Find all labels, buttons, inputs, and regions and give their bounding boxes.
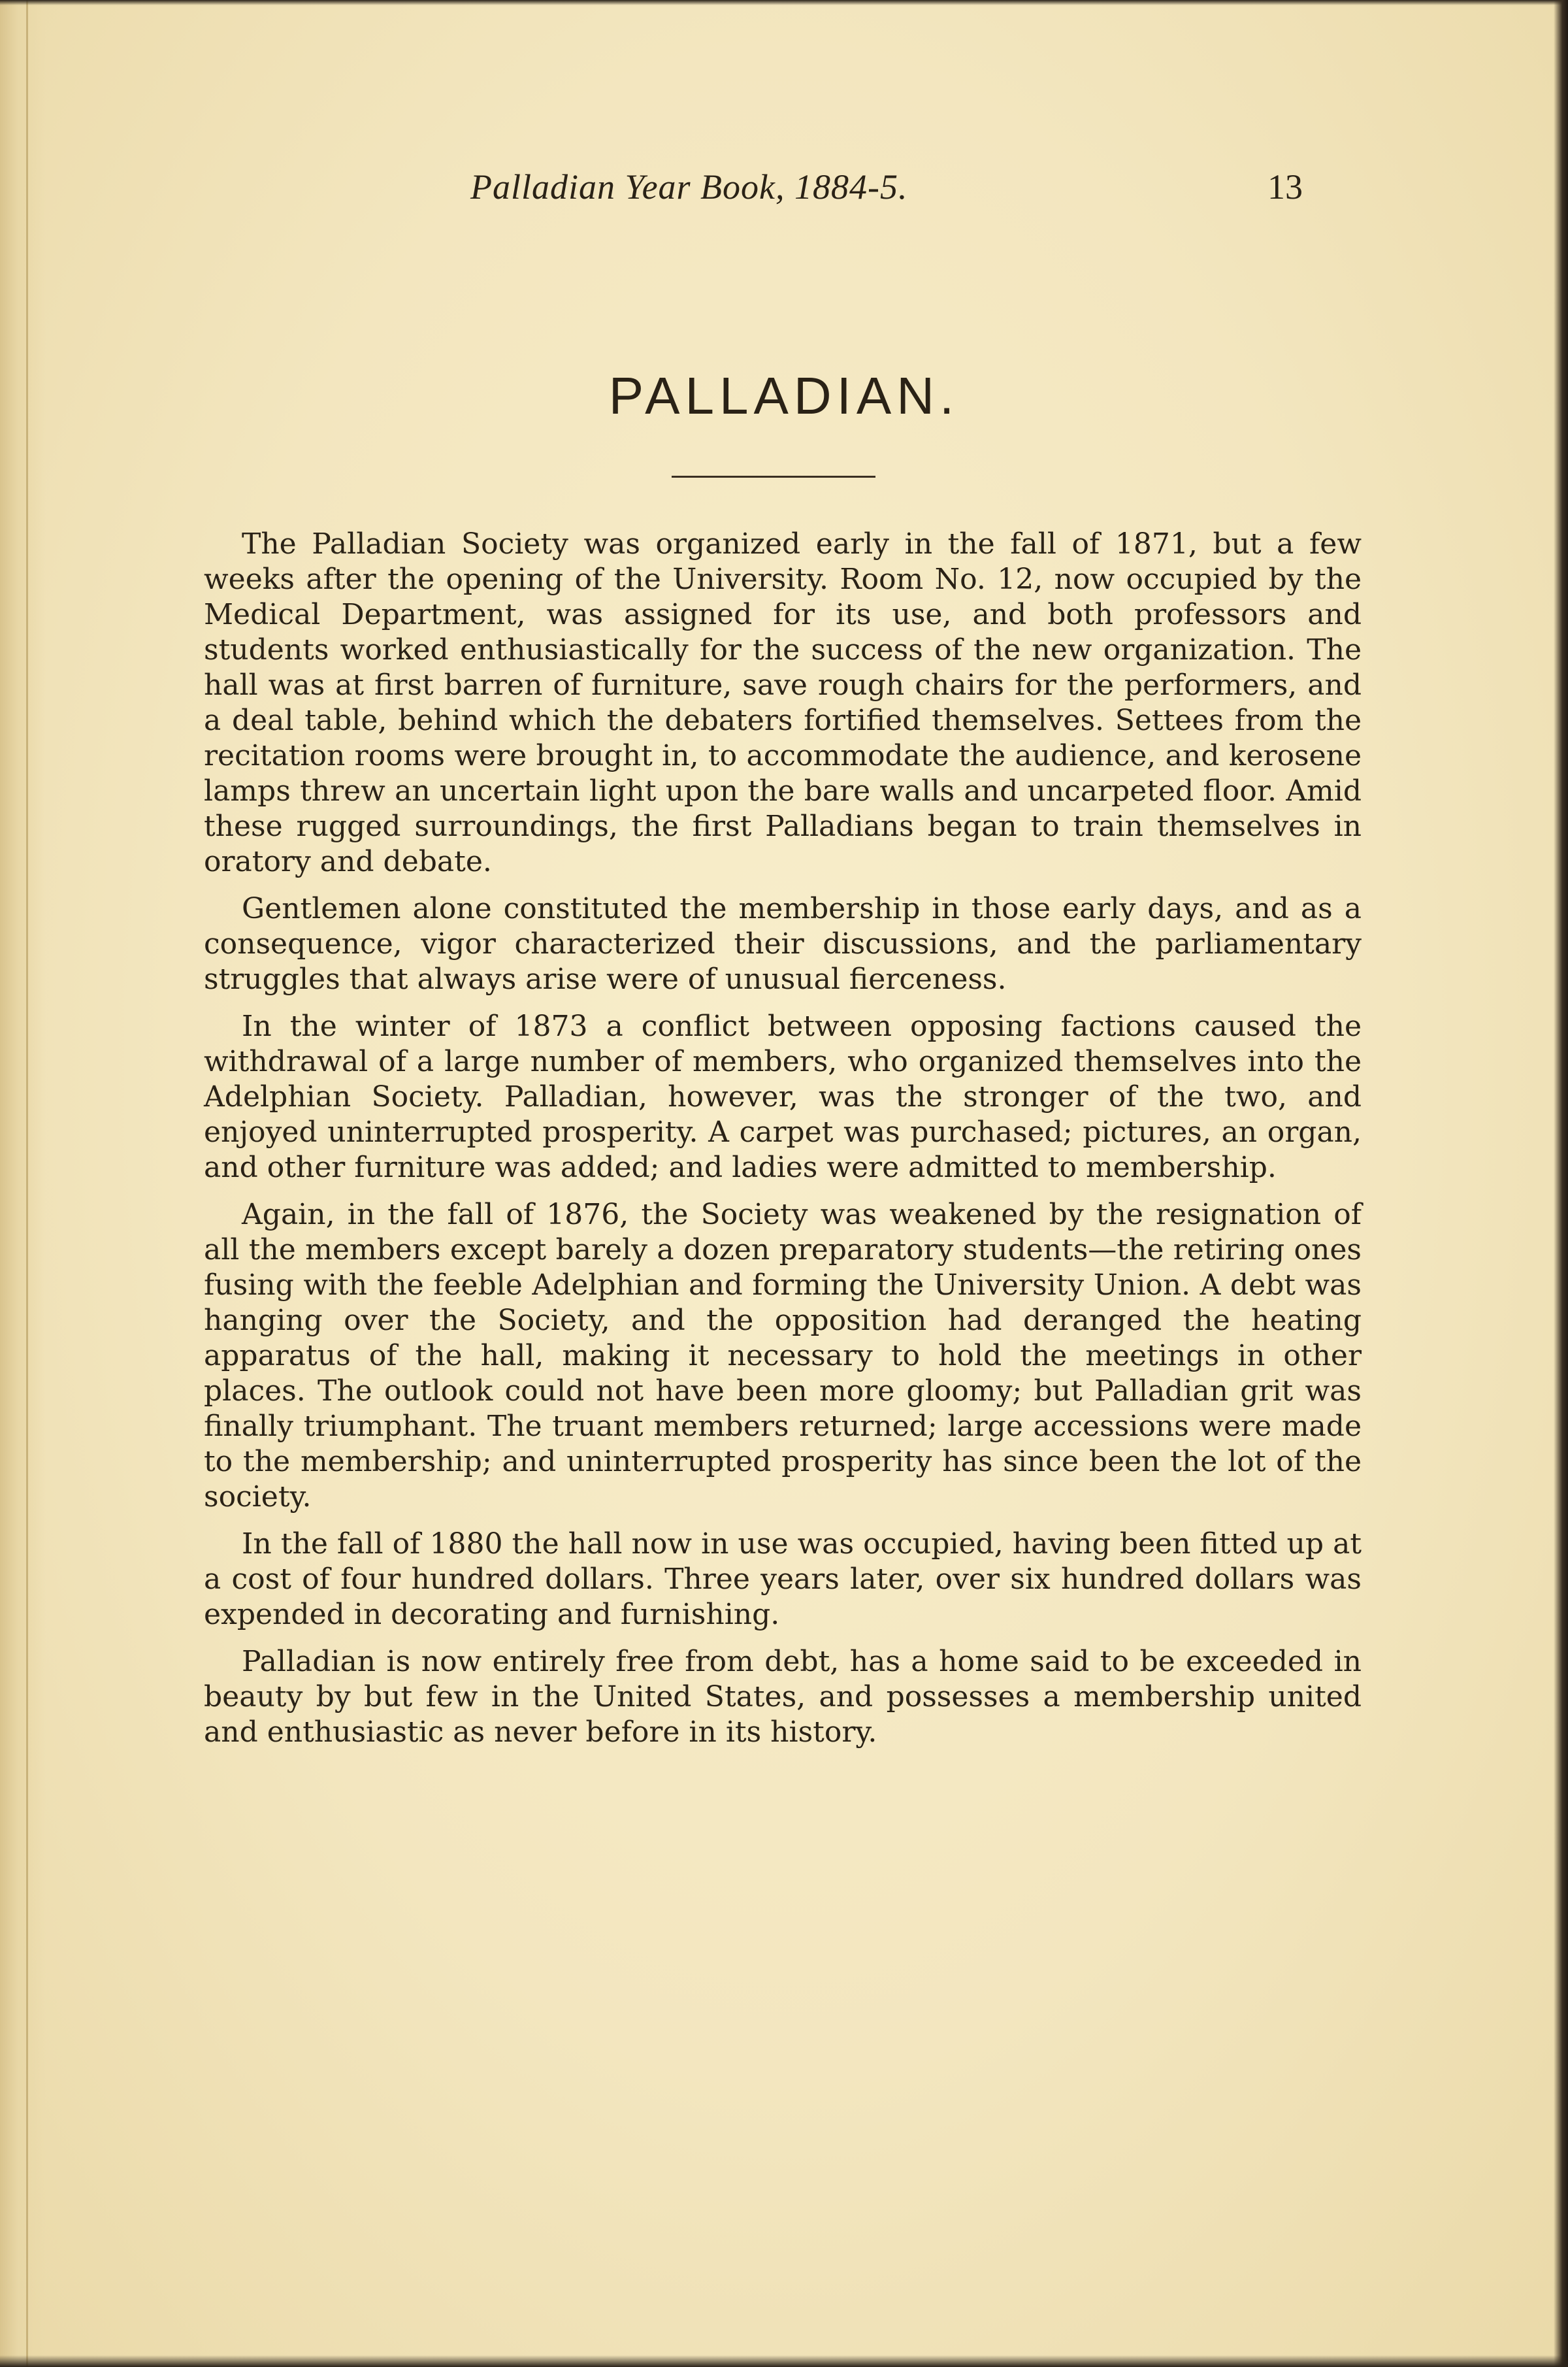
chapter-title: PALLADIAN. bbox=[608, 367, 960, 425]
spine-shadow bbox=[0, 0, 46, 2367]
running-title: Palladian Year Book, 1884-5. bbox=[470, 167, 908, 207]
paragraph-6: Palladian is now entirely free from debt, has a home said to be exceeded in beauty by but few in the United States, and possesses a membership united and enthusiastic as never before in its history. bbox=[204, 1645, 1362, 1749]
paragraph-3: In the winter of 1873 a conflict between opposing factions caused the withdrawal of a large number of members, who organized themselves into the Adelphian Society. Palladian, however, was the stronger of the two, and enjoyed uninterrupted prosperity. A carpet was purchased; pictures, an organ, and other furniture was added; and ladies were admitted to membership. bbox=[204, 1010, 1362, 1184]
running-head bbox=[0, 167, 1568, 219]
spine-edge bbox=[26, 0, 28, 2367]
title-rule bbox=[672, 476, 875, 478]
paragraph-5: In the fall of 1880 the hall now in use was occupied, having been fitted up at a cost of four hundred dollars. Three years later, over six hundred dollars was expended in decorating and furnishing. bbox=[204, 1527, 1362, 1631]
body-text bbox=[204, 527, 1362, 1762]
paragraph-2: Gentlemen alone constituted the membership in those early days, and as a consequence, vigor characterized their discussions, and the parliamentary struggles that always arise were of unusual fierceness. bbox=[204, 892, 1362, 996]
right-page-edge bbox=[1554, 0, 1568, 2367]
page-number: 13 bbox=[1267, 167, 1303, 207]
paragraph-4: Again, in the fall of 1876, the Society was weakened by the resignation of all the members except barely a dozen preparatory students—the retiring ones fusing with the feeble Adelphian and forming the University Union. A debt was hanging over the Society, and the opposition had deranged the heating apparatus of the hall, making it necessary to hold the meetings in other places. The outlook could not have been more gloomy; but Palladian grit was finally triumphant. The truant members returned; large accessions were made to the membership; and uninterrupted prosperity has since been the lot of the society. bbox=[204, 1198, 1362, 1514]
bottom-page-edge bbox=[0, 2355, 1568, 2367]
top-page-edge bbox=[0, 0, 1568, 5]
paragraph-1: The Palladian Society was organized early in the fall of 1871, but a few weeks after the opening of the University. Room No. 12, now occupied by the Medical Department, was assigned for its use, and both professors and students worked enthusiastically for the success of the new organization. The hall was at first barren of furniture, save rough chairs for the performers, and a deal table, behind which the debaters fortified themselves. Settees from the recitation rooms were brought in, to accommodate the audience, and kerosene lamps threw an uncertain light upon the bare walls and uncarpeted floor. Amid these rugged surroundings, the first Palladians began to train themselves in oratory and debate. bbox=[204, 527, 1362, 878]
